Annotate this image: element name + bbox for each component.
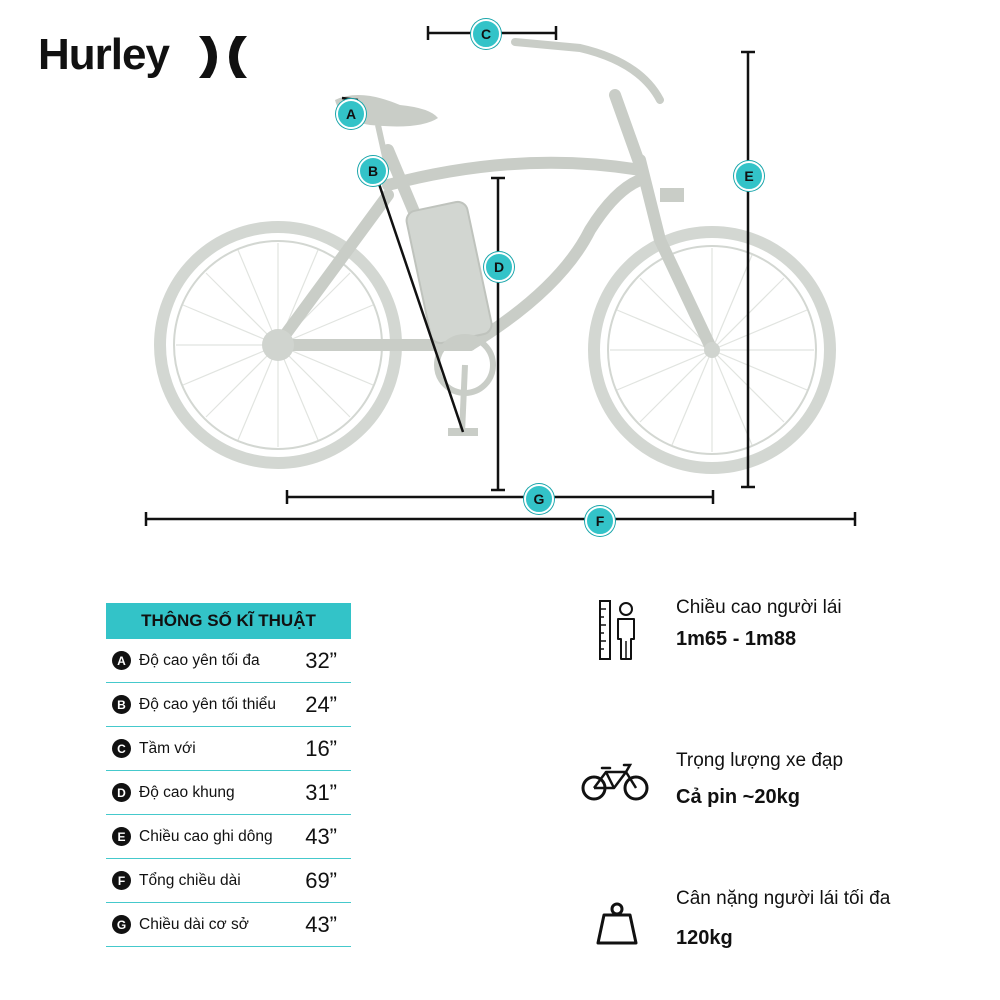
marker-f: F (585, 506, 615, 536)
marker-g: G (524, 484, 554, 514)
rider-height-label: Chiều cao người lái (676, 597, 842, 618)
spec-value: 43” (305, 911, 337, 937)
spec-key-g: G (112, 915, 131, 934)
brand-logo-text: Hurley (38, 30, 169, 79)
max-load-value: 120kg (676, 927, 733, 949)
spec-value: 24” (305, 691, 337, 717)
spec-label: Độ cao yên tối thiểu (139, 695, 277, 713)
spec-row-e (106, 815, 351, 859)
spec-value: 32” (305, 647, 337, 673)
spec-table-title: THÔNG SỐ KĨ THUẬT (106, 603, 351, 639)
marker-a: A (336, 99, 366, 129)
spec-row-b (106, 683, 351, 727)
bike-weight-info (580, 748, 980, 818)
max-load-info (580, 885, 980, 955)
spec-key-c: C (112, 739, 131, 758)
spec-key-b: B (112, 695, 131, 714)
bike-weight-label: Trọng lượng xe đạp (676, 750, 844, 771)
weight-icon (596, 901, 638, 947)
max-load-label: Cân nặng người lái tối đa (676, 888, 891, 909)
spec-row-d (106, 771, 351, 815)
spec-value: 16” (305, 735, 337, 761)
spec-key-d: D (112, 783, 131, 802)
spec-label: Chiều cao ghi dông (139, 827, 273, 845)
spec-row-c (106, 727, 351, 771)
bicycle-icon (580, 760, 650, 802)
spec-key-f: F (112, 871, 131, 890)
spec-label: Tổng chiều dài (139, 871, 241, 889)
spec-key-e: E (112, 827, 131, 846)
spec-label: Độ cao yên tối đa (139, 651, 260, 669)
spec-row-g (106, 903, 351, 947)
marker-e: E (734, 161, 764, 191)
person-height-icon (580, 599, 640, 661)
spec-table (106, 603, 351, 947)
spec-row-f (106, 859, 351, 903)
marker-d: D (484, 252, 514, 282)
spec-value: 31” (305, 779, 337, 805)
rider-height-info (580, 595, 980, 665)
spec-label: Chiều dài cơ sở (139, 915, 249, 933)
spec-value: 69” (305, 867, 337, 893)
spec-value: 43” (305, 823, 337, 849)
rider-height-value: 1m65 - 1m88 (676, 628, 797, 650)
marker-c: C (471, 19, 501, 49)
spec-label: Độ cao khung (139, 783, 235, 801)
spec-row-a (106, 639, 351, 683)
bike-weight-value: Cả pin ~20kg (676, 786, 800, 808)
spec-label: Tầm với (139, 739, 196, 757)
spec-key-a: A (112, 651, 131, 670)
marker-b: B (358, 156, 388, 186)
